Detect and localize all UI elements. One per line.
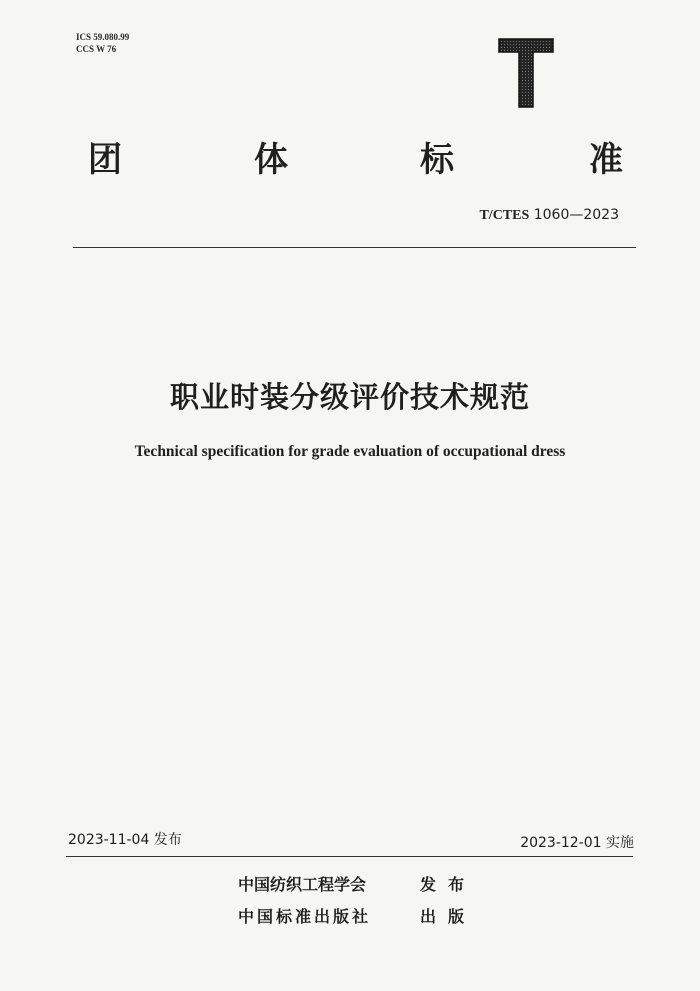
publisher-org: 中国标准出版社 (238, 907, 372, 926)
implementation-date: 2023-12-01 实施 (520, 835, 634, 851)
standard-number-value: 1060—2023 (533, 207, 619, 223)
ccs-code: CCS W 76 (76, 44, 117, 54)
standard-number (479, 206, 619, 225)
publisher-line (238, 872, 476, 904)
classification-codes (76, 31, 129, 55)
publisher-line (238, 904, 476, 936)
category-char-3: 标 (420, 140, 454, 180)
standard-number-prefix: T/CTES (479, 208, 530, 223)
publisher-role: 发布 (420, 875, 477, 894)
publisher-role: 出版 (420, 907, 477, 926)
ics-code: ICS 59.080.99 (76, 32, 130, 42)
standard-type-T-logo-icon (497, 37, 555, 109)
category-char-4: 准 (589, 140, 623, 180)
top-divider (73, 247, 636, 248)
bottom-divider (66, 856, 633, 857)
category-char-1: 团 (88, 140, 122, 180)
title-english: Technical specification for grade evaluation of occupational dress (134, 443, 566, 460)
publishers-block (238, 872, 476, 936)
issue-date: 2023-11-04 发布 (68, 832, 182, 848)
category-heading (0, 138, 700, 188)
title-chinese: 职业时装分级评价技术规范 (169, 380, 530, 414)
category-char-2: 体 (254, 140, 288, 180)
publisher-org: 中国纺织工程学会 (238, 875, 367, 894)
